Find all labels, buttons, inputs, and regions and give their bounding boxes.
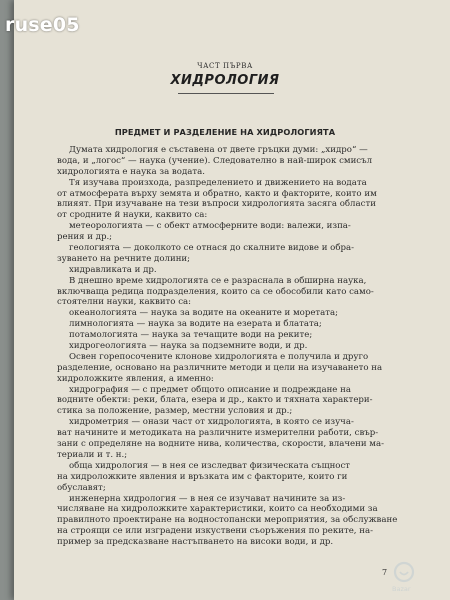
text-line: разделение, основано на различните методи и цели на изучаването на	[57, 362, 383, 373]
text-line: от сродните й науки, каквито са:	[57, 210, 208, 221]
text-line: хидрологията е наука за водата.	[57, 166, 205, 177]
text-line: на строящи се или изградени изкуствени съоръжения по реките, на-	[57, 526, 374, 537]
text-line: океанологията — наука за водите на океаните и моретата;	[69, 308, 339, 319]
text-line: потамологията — наука за течащите води на реките;	[69, 330, 313, 341]
text-line: Освен горепосочените клонове хидрологията е получила и друго	[69, 351, 369, 362]
text-line: хидрография — с предмет общото описание и подреждане на	[69, 384, 351, 395]
text-line: метеорологията — с обект атмосферните води: валежи, изпа-	[69, 221, 351, 232]
text-line: териали и т. н.;	[57, 449, 128, 460]
body-text	[57, 145, 397, 548]
text-line: хидрометрия — онази част от хидрологията, в която се изуча-	[69, 417, 354, 428]
text-line: стоятелни науки, каквито са:	[57, 297, 192, 308]
text-line: лимнологията — наука за водите на езерата и блатата;	[69, 319, 322, 330]
text-line: В днешно време хидрологията се е разраснала в обширна наука,	[69, 275, 367, 286]
text-line: влияят. При изучаване на тези въпроси хидрологията засяга области	[57, 199, 376, 210]
text-line: пример за предсказване настъпването на високи води, и др.	[57, 537, 334, 548]
bazar-logo-text: Bazar	[392, 585, 411, 593]
text-line: Думата хидрология е съставена от двете гръцки думи: „хидро“ —	[69, 145, 368, 155]
text-line: рения и др.;	[57, 232, 113, 243]
text-line: обща хидрология — в нея се изследват физическата същност	[69, 460, 351, 471]
text-line: хидравликата и др.	[69, 264, 157, 275]
text-line: стика за положение, размер, местни условия и др.;	[57, 406, 293, 417]
text-line: включваща редица подразделения, които са се обособили като само-	[57, 286, 374, 297]
text-line: Тя изучава произхода, разпределението и движението на водата	[69, 177, 367, 188]
text-line: зани с определяне на водните нива, количества, скорости, влачени ма-	[57, 439, 384, 450]
text-line: числяване на хидроложките характеристики, които са необходими за	[57, 504, 378, 515]
title-rule	[178, 93, 274, 94]
chapter-title: ХИДРОЛОГИЯ	[170, 73, 280, 88]
text-line: обуславят;	[57, 482, 106, 493]
part-label: ЧАСТ ПЪРВА	[197, 62, 253, 70]
text-line: инженерна хидрология — в нея се изучават начините за из-	[69, 493, 346, 504]
watermark-text: ruse05	[5, 14, 80, 36]
text-line: от атмосферата върху земята и обратно, както и факторите, които им	[57, 188, 377, 199]
page-number: 7	[382, 568, 388, 577]
text-line: хидроложките явления, а именно:	[57, 373, 214, 384]
text-line: хидрогеологията — наука за подземните води, и др.	[69, 341, 308, 352]
text-line: на хидроложките явления и връзката им с факторите, които ги	[57, 471, 348, 482]
section-title: ПРЕДМЕТ И РАЗДЕЛЕНИЕ НА ХИДРОЛОГИЯТА	[114, 127, 336, 137]
text-line: ват начините и методиката на различните измерителни работи, свър-	[57, 428, 379, 439]
text-line: правилното проектиране на водностопански мероприятия, за обслужване	[57, 515, 397, 526]
text-line: геологията — доколкото се отнася до скалните видове и обра-	[69, 243, 355, 254]
text-line: водните обекти: реки, блата, езера и др., както и тяхната характери-	[57, 395, 373, 406]
text-line: вода, и „логос“ — наука (учение). Следователно в най-широк смисъл	[57, 155, 373, 166]
text-line: зуването на речните долини;	[57, 253, 191, 264]
